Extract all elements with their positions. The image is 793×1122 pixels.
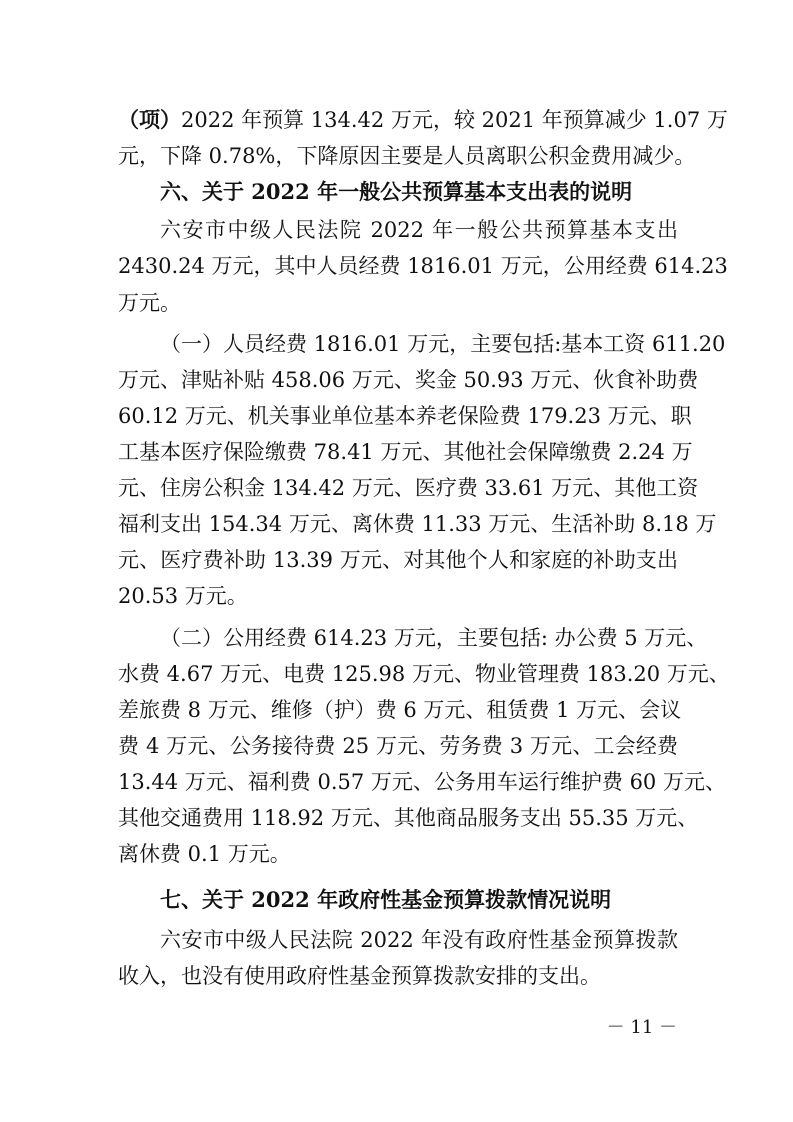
intro-line-1-text: 2022 年预算 134.42 万元，较 2021 年预算减少 1.07 万: [181, 108, 728, 132]
public-line-3: 差旅费 8 万元、维修（护）费 6 万元、租赁费 1 万元、会议: [118, 698, 682, 722]
section6-heading: 六、关于 2022 年一般公共预算基本支出表的说明: [160, 179, 633, 204]
personnel-line-4: 工基本医疗保险缴费 78.41 万元、其他社会保障缴费 2.24 万: [118, 440, 693, 464]
page-number: － 11 －: [606, 1017, 677, 1038]
section7-body-line-1: 六安市中级人民法院 2022 年没有政府性基金预算拨款: [160, 928, 678, 952]
public-line-6: 其他交通费用 118.92 万元、其他商品服务支出 55.35 万元、: [118, 806, 699, 830]
public-line-4: 费 4 万元、公务接待费 25 万元、劳务费 3 万元、工会经费: [118, 734, 678, 758]
public-line-5: 13.44 万元、福利费 0.57 万元、公务用车运行维护费 60 万元、: [118, 770, 726, 794]
public-line-1: （二）公用经费 614.23 万元，主要包括: 办公费 5 万元、: [160, 626, 708, 650]
personnel-line-8: 20.53 万元。: [118, 584, 248, 608]
section6-summary-line-1: 六安市中级人民法院 2022 年一般公共预算基本支出: [160, 218, 678, 242]
public-line-7: 离休费 0.1 万元。: [118, 842, 291, 866]
personnel-line-1: （一）人员经费 1816.01 万元，主要包括:基本工资 611.20: [160, 332, 726, 356]
public-line-2: 水费 4.67 万元、电费 125.98 万元、物业管理费 183.20 万元、: [118, 662, 730, 686]
personnel-line-6: 福利支出 154.34 万元、离休费 11.33 万元、生活补助 8.18 万: [118, 512, 717, 536]
section6-summary-line-3: 万元。: [118, 291, 181, 315]
intro-line-2: 元，下降 0.78%，下降原因主要是人员离职公积金费用减少。: [118, 144, 696, 168]
personnel-line-2: 万元、津贴补贴 458.06 万元、奖金 50.93 万元、伙食补助费: [118, 368, 699, 392]
section6-summary-line-2: 2430.24 万元，其中人员经费 1816.01 万元，公用经费 614.23: [118, 254, 728, 278]
intro-line-1: [118, 104, 728, 136]
section7-heading: 七、关于 2022 年政府性基金预算拨款情况说明: [160, 887, 612, 912]
section7-body-line-2: 收入，也没有使用政府性基金预算拨款安排的支出。: [118, 964, 601, 988]
personnel-line-7: 元、医疗费补助 13.39 万元、对其他个人和家庭的补助支出: [118, 548, 678, 572]
intro-bold-prefix: （项）: [118, 107, 181, 132]
personnel-line-5: 元、住房公积金 134.42 万元、医疗费 33.61 万元、其他工资: [118, 476, 699, 500]
personnel-line-3: 60.12 万元、机关事业单位基本养老保险费 179.23 万元、职: [118, 404, 692, 428]
